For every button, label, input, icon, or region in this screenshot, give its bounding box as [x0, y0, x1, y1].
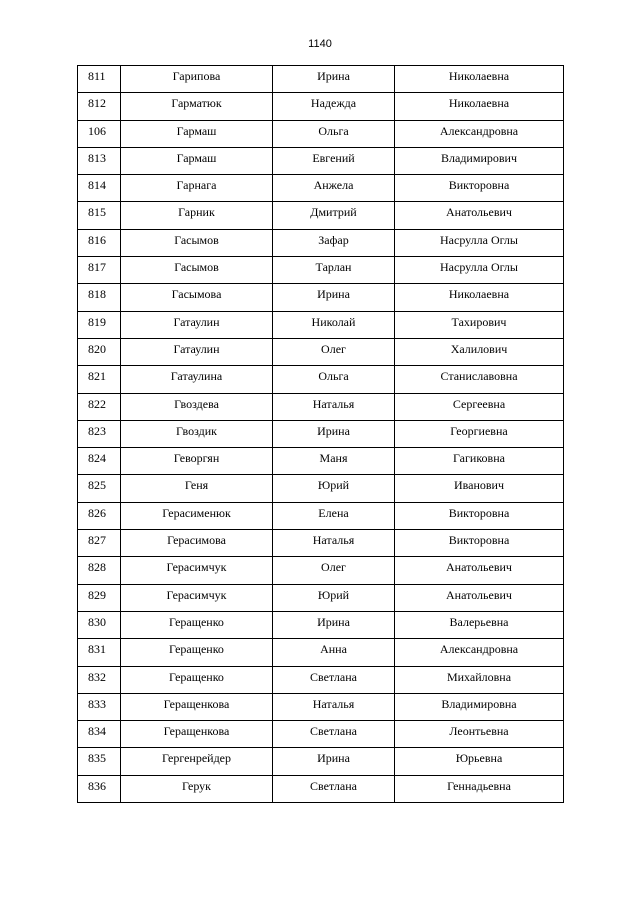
row-number-cell: 835 [78, 748, 121, 775]
first-name-cell: Анжела [273, 175, 395, 202]
first-name-cell: Юрий [273, 475, 395, 502]
row-number-cell: 818 [78, 284, 121, 311]
table-row [78, 557, 564, 584]
row-number-cell: 821 [78, 366, 121, 393]
table-row [78, 666, 564, 693]
table-row [78, 284, 564, 311]
table-row [78, 393, 564, 420]
last-name-cell: Геворгян [121, 448, 273, 475]
row-number-cell: 826 [78, 502, 121, 529]
row-number-cell: 831 [78, 639, 121, 666]
first-name-cell: Ирина [273, 748, 395, 775]
first-name-cell: Елена [273, 502, 395, 529]
first-name-cell: Ирина [273, 284, 395, 311]
patronymic-cell: Николаевна [395, 66, 564, 93]
patronymic-cell: Юрьевна [395, 748, 564, 775]
table-row [78, 639, 564, 666]
row-number-cell: 820 [78, 338, 121, 365]
table-row [78, 229, 564, 256]
table-row [78, 475, 564, 502]
row-number-cell: 817 [78, 257, 121, 284]
row-number-cell: 825 [78, 475, 121, 502]
patronymic-cell: Николаевна [395, 93, 564, 120]
table-row [78, 257, 564, 284]
first-name-cell: Наталья [273, 530, 395, 557]
patronymic-cell: Анатольевич [395, 557, 564, 584]
patronymic-cell: Анатольевич [395, 202, 564, 229]
row-number-cell: 823 [78, 420, 121, 447]
last-name-cell: Герасимова [121, 530, 273, 557]
table-row [78, 366, 564, 393]
last-name-cell: Гвоздик [121, 420, 273, 447]
row-number-cell: 824 [78, 448, 121, 475]
patronymic-cell: Анатольевич [395, 584, 564, 611]
table-row [78, 202, 564, 229]
first-name-cell: Ольга [273, 120, 395, 147]
first-name-cell: Дмитрий [273, 202, 395, 229]
patronymic-cell: Насрулла Оглы [395, 257, 564, 284]
row-number-cell: 813 [78, 147, 121, 174]
first-name-cell: Ирина [273, 66, 395, 93]
patronymic-cell: Гагиковна [395, 448, 564, 475]
last-name-cell: Гвоздева [121, 393, 273, 420]
row-number-cell: 833 [78, 693, 121, 720]
table-row [78, 66, 564, 93]
row-number-cell: 822 [78, 393, 121, 420]
row-number-cell: 819 [78, 311, 121, 338]
registry-table [77, 65, 564, 803]
patronymic-cell: Сергеевна [395, 393, 564, 420]
row-number-cell: 834 [78, 721, 121, 748]
registry-table-body [78, 66, 564, 803]
last-name-cell: Геращенко [121, 611, 273, 638]
last-name-cell: Гарник [121, 202, 273, 229]
patronymic-cell: Станиславовна [395, 366, 564, 393]
last-name-cell: Геня [121, 475, 273, 502]
last-name-cell: Геращенко [121, 639, 273, 666]
table-row [78, 611, 564, 638]
patronymic-cell: Владимирович [395, 147, 564, 174]
last-name-cell: Герук [121, 775, 273, 802]
first-name-cell: Анна [273, 639, 395, 666]
table-row [78, 120, 564, 147]
last-name-cell: Гармаш [121, 120, 273, 147]
first-name-cell: Николай [273, 311, 395, 338]
table-row [78, 502, 564, 529]
first-name-cell: Юрий [273, 584, 395, 611]
first-name-cell: Ирина [273, 420, 395, 447]
patronymic-cell: Георгиевна [395, 420, 564, 447]
last-name-cell: Гарнага [121, 175, 273, 202]
row-number-cell: 828 [78, 557, 121, 584]
row-number-cell: 836 [78, 775, 121, 802]
table-row [78, 448, 564, 475]
row-number-cell: 106 [78, 120, 121, 147]
table-row [78, 420, 564, 447]
first-name-cell: Евгений [273, 147, 395, 174]
first-name-cell: Олег [273, 557, 395, 584]
first-name-cell: Светлана [273, 721, 395, 748]
table-row [78, 147, 564, 174]
last-name-cell: Гатаулина [121, 366, 273, 393]
table-row [78, 721, 564, 748]
row-number-cell: 814 [78, 175, 121, 202]
table-row [78, 693, 564, 720]
last-name-cell: Геращенкова [121, 721, 273, 748]
row-number-cell: 830 [78, 611, 121, 638]
last-name-cell: Гармаш [121, 147, 273, 174]
table-row [78, 584, 564, 611]
patronymic-cell: Иванович [395, 475, 564, 502]
table-row [78, 311, 564, 338]
first-name-cell: Ольга [273, 366, 395, 393]
row-number-cell: 829 [78, 584, 121, 611]
first-name-cell: Зафар [273, 229, 395, 256]
last-name-cell: Герасимчук [121, 584, 273, 611]
last-name-cell: Гасымов [121, 229, 273, 256]
row-number-cell: 832 [78, 666, 121, 693]
row-number-cell: 811 [78, 66, 121, 93]
patronymic-cell: Владимировна [395, 693, 564, 720]
last-name-cell: Гарматюк [121, 93, 273, 120]
table-row [78, 175, 564, 202]
patronymic-cell: Викторовна [395, 175, 564, 202]
last-name-cell: Гасымов [121, 257, 273, 284]
row-number-cell: 816 [78, 229, 121, 256]
last-name-cell: Геращенкова [121, 693, 273, 720]
last-name-cell: Гарипова [121, 66, 273, 93]
patronymic-cell: Тахирович [395, 311, 564, 338]
table-row [78, 775, 564, 802]
first-name-cell: Надежда [273, 93, 395, 120]
patronymic-cell: Викторовна [395, 502, 564, 529]
patronymic-cell: Геннадьевна [395, 775, 564, 802]
table-row [78, 338, 564, 365]
table-row [78, 530, 564, 557]
page-number: 1140 [308, 38, 332, 50]
patronymic-cell: Леонтьевна [395, 721, 564, 748]
first-name-cell: Ирина [273, 611, 395, 638]
table-row [78, 93, 564, 120]
first-name-cell: Наталья [273, 393, 395, 420]
table-row [78, 748, 564, 775]
last-name-cell: Гергенрейдер [121, 748, 273, 775]
last-name-cell: Геращенко [121, 666, 273, 693]
last-name-cell: Герасименюк [121, 502, 273, 529]
patronymic-cell: Михайловна [395, 666, 564, 693]
first-name-cell: Маня [273, 448, 395, 475]
row-number-cell: 827 [78, 530, 121, 557]
last-name-cell: Гатаулин [121, 338, 273, 365]
first-name-cell: Светлана [273, 775, 395, 802]
last-name-cell: Гатаулин [121, 311, 273, 338]
patronymic-cell: Александровна [395, 639, 564, 666]
patronymic-cell: Викторовна [395, 530, 564, 557]
patronymic-cell: Халилович [395, 338, 564, 365]
patronymic-cell: Насрулла Оглы [395, 229, 564, 256]
last-name-cell: Герасимчук [121, 557, 273, 584]
first-name-cell: Светлана [273, 666, 395, 693]
row-number-cell: 812 [78, 93, 121, 120]
patronymic-cell: Александровна [395, 120, 564, 147]
last-name-cell: Гасымова [121, 284, 273, 311]
first-name-cell: Наталья [273, 693, 395, 720]
first-name-cell: Тарлан [273, 257, 395, 284]
first-name-cell: Олег [273, 338, 395, 365]
patronymic-cell: Николаевна [395, 284, 564, 311]
patronymic-cell: Валерьевна [395, 611, 564, 638]
row-number-cell: 815 [78, 202, 121, 229]
